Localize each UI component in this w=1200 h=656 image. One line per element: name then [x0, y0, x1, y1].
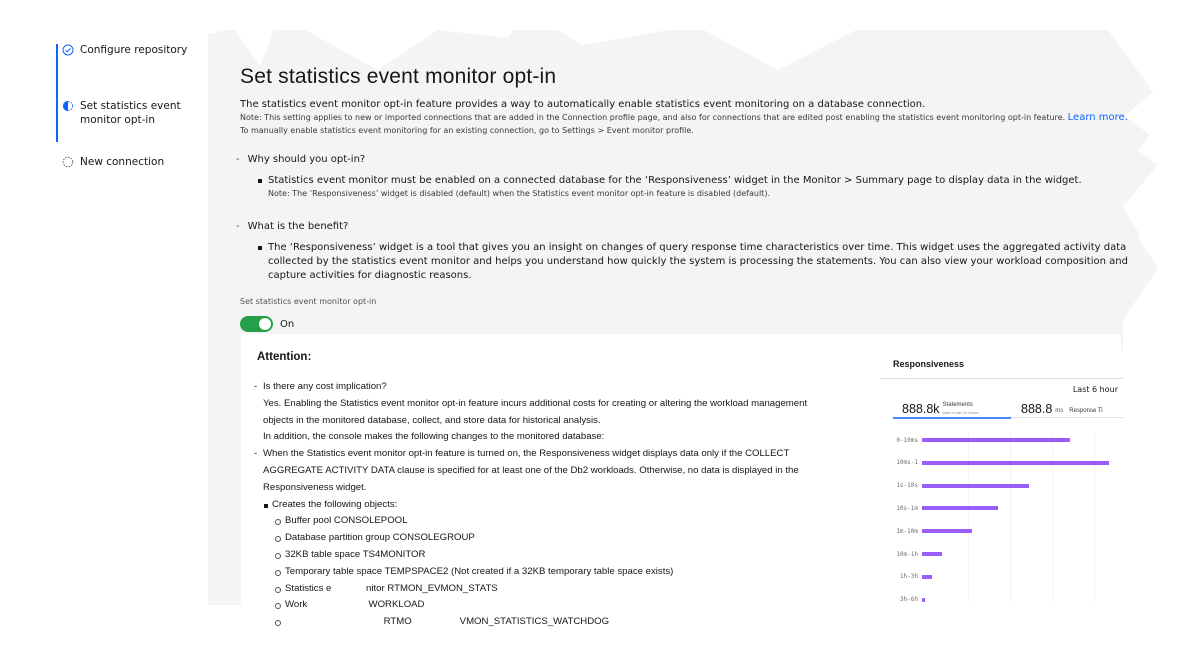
- bar: [922, 506, 998, 510]
- bar-row[interactable]: [880, 480, 1029, 492]
- bar: [922, 552, 942, 556]
- bar-row[interactable]: [880, 434, 1070, 446]
- step-set-statistics-event-monitor[interactable]: [62, 99, 182, 127]
- faq-section: [236, 153, 1180, 283]
- faq-question: [236, 153, 1180, 167]
- dash-bullet: -: [236, 221, 240, 232]
- dash-bullet: -: [236, 154, 240, 165]
- when-line: AGGREGATE ACTIVITY DATA clause is specified for at least one of the Db2 workloads. Otherwise, no data is displayed in the: [263, 464, 799, 476]
- page-note: [240, 112, 1180, 125]
- kpi-tab-divider: [1011, 417, 1124, 418]
- faq-question-text: What is the benefit?: [247, 221, 349, 232]
- cost-item: [254, 379, 854, 446]
- dash-bullet: -: [254, 448, 258, 460]
- object-item: Statistics e nitor RTMON_EVMON_STATS: [254, 581, 854, 598]
- kpi-label-text: Statements: [942, 402, 973, 408]
- faq-answer-note: Note: The ‘Responsiveness’ widget is disabled (default) when the Statistics event monitor opt-in feature is disabled (default).: [268, 189, 770, 198]
- kpi-unit: ms: [1055, 408, 1064, 414]
- responsiveness-widget: [880, 350, 1132, 610]
- kpi-label: Response Ti: [1069, 408, 1103, 414]
- bar-label: 0-10ms: [896, 436, 918, 444]
- main-content: [236, 60, 1180, 332]
- attention-title: Attention:: [257, 351, 312, 363]
- attention-body: [254, 379, 854, 631]
- toggle-knob: [259, 318, 271, 330]
- bar-label: 3h-6h: [899, 596, 918, 604]
- bar-row[interactable]: [880, 457, 1109, 469]
- bar: [922, 461, 1109, 465]
- kpi-value: 888.8: [1021, 402, 1053, 416]
- faq-answer-text: The ‘Responsiveness’ widget is a tool that gives you an insight on changes of query response time characteristics over time. This widget uses the aggregated activity data collected by the statistics event monitor and helps you understand how quickly the system is processing the statements. You can also view your workload composition and capture activities for diagnostic reasons.: [268, 242, 1128, 281]
- when-line: When the Statistics event monitor opt-in feature is turned on, the Responsiveness widget displays data only if the COLLECT: [263, 448, 790, 460]
- kpi-sublabel: total in last 24 hours: [942, 410, 979, 415]
- cost-answer-line: objects in the monitored database, collect, and store data for historical analysis.: [263, 414, 601, 426]
- bar: [922, 484, 1029, 488]
- bar: [922, 529, 972, 533]
- dashed-circle-icon: [62, 156, 74, 168]
- dash-bullet: -: [254, 381, 258, 392]
- bar-label: 1s-10s: [896, 482, 918, 490]
- bar-label: 10s-1m: [896, 504, 918, 512]
- step-label: Configure repository: [80, 44, 188, 56]
- page-title: Set statistics event monitor opt-in: [240, 65, 557, 88]
- cost-question: Is there any cost implication?: [263, 381, 387, 392]
- opt-in-toggle-row: [240, 316, 1180, 332]
- toggle-state-label: On: [280, 318, 295, 330]
- kpi-statements[interactable]: [902, 402, 978, 416]
- step-label: New connection: [80, 156, 165, 168]
- object-item: Database partition group CONSOLEGROUP: [254, 530, 854, 547]
- faq-answer: [258, 174, 1180, 200]
- opt-in-toggle[interactable]: [240, 316, 273, 332]
- bar-row[interactable]: [880, 548, 942, 560]
- bar-label: 10ms-1: [896, 459, 918, 467]
- faq-answer: [258, 241, 1180, 283]
- creates-item: Creates the following objects:: [254, 497, 854, 514]
- time-range-label[interactable]: Last 6 hour: [1072, 385, 1118, 394]
- progress-rail: [56, 44, 58, 142]
- object-item: 32KB table space TS4MONITOR: [254, 547, 854, 564]
- checkmark-circle-icon: [62, 44, 74, 56]
- object-item: RTMO VMON_STATISTICS_WATCHDOG: [254, 614, 854, 631]
- bar-label: 10m-1h: [896, 550, 918, 558]
- when-line: Responsiveness widget.: [263, 481, 367, 493]
- learn-more-link[interactable]: Learn more.: [1067, 112, 1128, 123]
- bar: [922, 575, 932, 579]
- widget-divider: [880, 378, 1124, 379]
- page-note-line-2: To manually enable statistics event monitoring for an existing connection, go to Settings > Event monitor profile.: [240, 125, 694, 135]
- object-item: Work WORKLOAD: [254, 597, 854, 614]
- cost-answer-line: Yes. Enabling the Statistics event monitor opt-in feature incurs additional costs for creating or altering the workload management: [263, 397, 808, 409]
- bar: [922, 438, 1070, 442]
- step-new-connection[interactable]: [62, 155, 164, 169]
- kpi-tab-indicator: [893, 417, 1011, 419]
- object-item: Buffer pool CONSOLEPOOL: [254, 513, 854, 530]
- page-note-line-1: Note: This setting applies to new or imported connections that are added in the Connection profile page, and also for connections that are edited post enabling the statistics event monitoring opt-in feature.: [240, 113, 1066, 122]
- faq-question: [236, 220, 1180, 234]
- step-configure-repository[interactable]: [62, 43, 187, 57]
- toggle-label: Set statistics event monitor opt-in: [240, 297, 377, 306]
- bar-row[interactable]: [880, 571, 932, 583]
- step-label: Set statistics event monitor opt-in: [80, 100, 181, 126]
- half-circle-icon: [62, 100, 74, 112]
- widget-title: Responsiveness: [893, 359, 965, 369]
- bar-label: 1h-3h: [899, 573, 918, 581]
- bar-row[interactable]: [880, 502, 998, 514]
- cost-answer-line: In addition, the console makes the following changes to the monitored database:: [263, 431, 605, 443]
- bar-row[interactable]: [880, 594, 925, 606]
- bar: [922, 598, 925, 602]
- bar-row[interactable]: [880, 525, 972, 537]
- bar-label: 1m-10m: [896, 527, 918, 535]
- object-item: Temporary table space TEMPSPACE2 (Not created if a 32KB temporary table space exists): [254, 564, 854, 581]
- faq-answer-text: Statistics event monitor must be enabled on a connected database for the ‘Responsiveness’ widget in the Monitor > Summary page to display data in the widget.: [268, 175, 1082, 186]
- faq-item: [236, 153, 1180, 200]
- page-intro: The statistics event monitor opt-in feature provides a way to automatically enable statistics event monitoring on a database connection.: [240, 99, 926, 110]
- faq-question-text: Why should you opt-in?: [247, 154, 366, 165]
- kpi-value: 888.8k: [902, 402, 940, 416]
- kpi-label: [943, 402, 979, 416]
- when-item: [254, 446, 854, 496]
- faq-item: [236, 220, 1180, 283]
- kpi-response-time[interactable]: [1021, 402, 1103, 416]
